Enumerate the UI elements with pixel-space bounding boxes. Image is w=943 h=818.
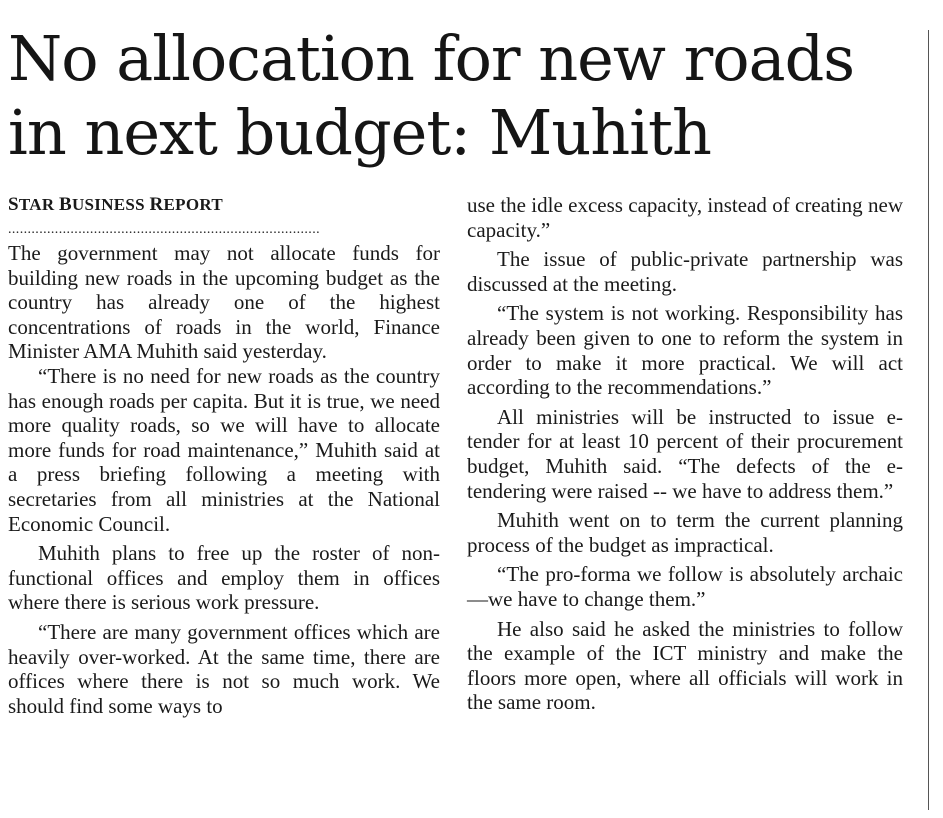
column-rule	[928, 30, 929, 810]
paragraph-7: “The system is not working. Responsibility has already been given to one to reform the system in order to make it more practical. We will act according to the recommendations.”	[467, 301, 903, 400]
left-column	[8, 193, 440, 718]
paragraph-2: “There is no need for new roads as the country has enough roads per capita. But it is true, we need more quality roads, so we will have to allocate more funds for road maintenance,” Muhith said at a press briefing following a meeting with secretaries from all ministries at the National Economic Council.	[8, 363, 440, 536]
paragraph-6: The issue of public-private partnership was discussed at the meeting.	[467, 247, 903, 296]
paragraph-5: use the idle excess capacity, instead of creating new capacity.”	[467, 193, 903, 242]
paragraph-10: “The pro-forma we follow is absolutely archaic—we have to change them.”	[467, 562, 903, 611]
headline	[8, 22, 913, 170]
paragraph-9: Muhith went on to term the current planning process of the budget as impractical.	[467, 508, 903, 557]
right-column	[467, 193, 903, 715]
paragraph-11: He also said he asked the ministries to follow the example of the ICT ministry and make the floors more open, where all officials will work in the same room.	[467, 616, 903, 715]
paragraph-3: Muhith plans to free up the roster of non-functional offices and employ them in offices where there is serious work pressure.	[8, 541, 440, 615]
headline-line-1: No allocation for new roads	[8, 22, 855, 95]
paragraph-8: All ministries will be instructed to issue e-tender for at least 10 percent of their procurement budget, Muhith said. “The defects of the e-tendering were raised -- we have to address them.”	[467, 404, 903, 503]
byline-separator: ................................................................................	[8, 222, 320, 237]
paragraph-1: The government may not allocate funds for building new roads in the upcoming budget as the country has already one of the highest concentrations of roads in the world, Finance Minister AMA Muhith said yesterday.	[8, 241, 440, 364]
paragraph-4: “There are many government offices which are heavily over-worked. At the same time, there are offices where there is not so much work. We should find some ways to	[8, 619, 440, 718]
byline: STAR BUSINESS REPORT	[8, 194, 223, 215]
headline-line-2: in next budget: Muhith	[8, 96, 711, 169]
